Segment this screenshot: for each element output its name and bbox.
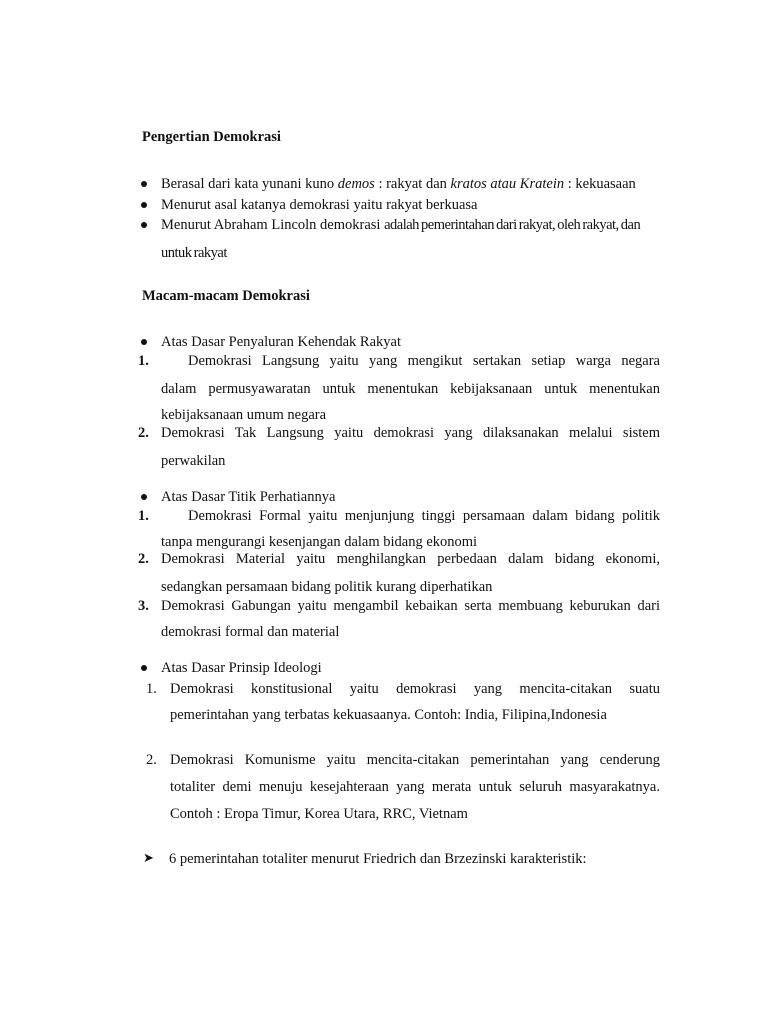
item-number: 2. xyxy=(146,752,157,768)
group-title: Atas Dasar Penyaluran Kehendak Rakyat xyxy=(161,334,401,350)
item-line: Demokrasi Langsung yaitu yang mengikut sertakan setiap warga negara xyxy=(188,353,660,369)
item-line: sedangkan persamaan bidang politik kurang diperhatikan xyxy=(161,579,493,595)
item-line: Demokrasi Material yaitu menghilangkan perbedaan dalam bidang ekonomi, xyxy=(161,551,660,567)
item-number: 2. xyxy=(138,551,149,567)
item-number: 1. xyxy=(138,508,149,524)
bullet-icon xyxy=(141,665,147,671)
bullet-icon xyxy=(141,222,147,228)
item-line: perwakilan xyxy=(161,453,226,469)
bullet-icon xyxy=(141,202,147,208)
list-item: Berasal dari kata yunani kuno demos : rakyat dan kratos atau Kratein : kekuasaan xyxy=(161,176,636,192)
item-line: tanpa mengurangi kesenjangan dalam bidang ekonomi xyxy=(161,534,478,550)
section-title-pengertian: Pengertian Demokrasi xyxy=(142,129,281,145)
item-line: demokrasi formal dan material xyxy=(161,624,340,640)
item-number: 2. xyxy=(138,425,149,441)
item-line: totaliter demi menuju kesejahteraan yang merata untuk seluruh masyarakatnya. xyxy=(170,779,660,795)
list-item: Menurut Abraham Lincoln demokrasi adalah pemerintahan dari rakyat, oleh rakyat, dan xyxy=(161,217,641,233)
item-number: 3. xyxy=(138,598,149,614)
item-line: kebijaksanaan umum negara xyxy=(161,407,327,423)
item-line: Demokrasi Komunisme yaitu mencita-citakan pemerintahan yang cenderung xyxy=(170,752,660,768)
item-number: 1. xyxy=(146,681,157,697)
item-number: 1. xyxy=(138,353,149,369)
group-title: Atas Dasar Prinsip Ideologi xyxy=(161,660,322,676)
bullet-icon xyxy=(141,494,147,500)
bullet-icon xyxy=(141,339,147,345)
bullet-icon xyxy=(141,181,147,187)
arrow-list-item: 6 pemerintahan totaliter menurut Friedrich dan Brzezinski karakteristik: xyxy=(169,851,587,867)
list-item: Menurut asal katanya demokrasi yaitu rakyat berkuasa xyxy=(161,197,478,213)
arrow-bullet-icon: ➤ xyxy=(143,850,154,865)
item-line: pemerintahan yang terbatas kekuasaanya. Contoh: India, Filipina,Indonesia xyxy=(170,707,607,723)
item-line: Demokrasi Tak Langsung yaitu demokrasi yang dilaksanakan melalui sistem xyxy=(161,425,660,441)
item-line: Contoh : Eropa Timur, Korea Utara, RRC, Vietnam xyxy=(170,806,468,822)
item-line: dalam permusyawaratan untuk menentukan kebijaksanaan untuk menentukan xyxy=(161,381,660,397)
group-title: Atas Dasar Titik Perhatiannya xyxy=(161,489,336,505)
section-title-macam: Macam-macam Demokrasi xyxy=(142,288,310,304)
item-line: Demokrasi Gabungan yaitu mengambil kebaikan serta membuang keburukan dari xyxy=(161,598,660,614)
item-line: Demokrasi konstitusional yaitu demokrasi yang mencita-citakan suatu xyxy=(170,681,660,697)
item-line: Demokrasi Formal yaitu menjunjung tinggi persamaan dalam bidang politik xyxy=(188,508,660,524)
list-item-continuation: untuk rakyat xyxy=(161,245,227,261)
